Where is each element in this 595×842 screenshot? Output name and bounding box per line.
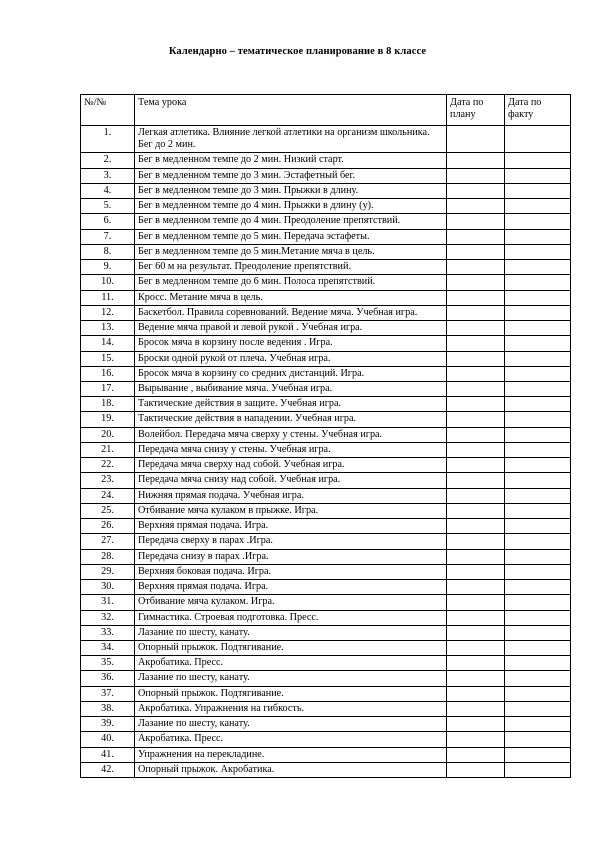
row-topic: Бег в медленном темпе до 5 мин.Метание мяча в цель. [135,244,447,259]
table-row [81,244,571,259]
row-number: 28. [81,549,135,564]
row-topic: Лазание по шесту, канату. [135,671,447,686]
row-plan-date [447,656,505,671]
row-topic: Отбивание мяча кулаком. Игра. [135,595,447,610]
row-topic: Вырывание , выбивание мяча. Учебная игра. [135,381,447,396]
row-fact-date [505,732,571,747]
row-fact-date [505,275,571,290]
row-plan-date [447,442,505,457]
row-number: 20. [81,427,135,442]
row-plan-date [447,640,505,655]
table-row [81,260,571,275]
row-plan-date [447,595,505,610]
row-plan-date [447,290,505,305]
row-number: 32. [81,610,135,625]
table-row [81,534,571,549]
table-row [81,366,571,381]
row-fact-date [505,503,571,518]
row-fact-date [505,321,571,336]
row-topic: Верхняя прямая подача. Игра. [135,519,447,534]
row-number: 7. [81,229,135,244]
row-plan-date [447,762,505,777]
row-topic: Передача мяча снизу над собой. Учебная игра. [135,473,447,488]
row-number: 11. [81,290,135,305]
row-fact-date [505,199,571,214]
row-plan-date [447,412,505,427]
table-row [81,126,571,153]
row-number: 27. [81,534,135,549]
row-fact-date [505,229,571,244]
row-fact-date [505,442,571,457]
row-topic: Передача сверху в парах .Игра. [135,534,447,549]
row-plan-date [447,366,505,381]
row-plan-date [447,580,505,595]
row-topic: Упражнения на перекладине. [135,747,447,762]
row-number: 23. [81,473,135,488]
row-fact-date [505,762,571,777]
row-number: 12. [81,305,135,320]
row-plan-date [447,686,505,701]
table-row [81,351,571,366]
row-plan-date [447,183,505,198]
row-plan-date [447,549,505,564]
table-row [81,412,571,427]
table-row [81,717,571,732]
row-plan-date [447,199,505,214]
table-row [81,686,571,701]
row-plan-date [447,564,505,579]
row-topic: Передача снизу в парах .Игра. [135,549,447,564]
row-number: 31. [81,595,135,610]
row-topic: Бросок мяча в корзину со средних дистанций. Игра. [135,366,447,381]
table-row [81,732,571,747]
header-number: №/№ [81,95,135,126]
table-row [81,427,571,442]
row-fact-date [505,153,571,168]
row-number: 17. [81,381,135,396]
row-plan-date [447,610,505,625]
row-plan-date [447,503,505,518]
row-number: 9. [81,260,135,275]
row-topic: Акробатика. Упражнения на гибкость. [135,701,447,716]
header-fact-date: Дата по факту [505,95,571,126]
row-topic: Лазание по шесту, канату. [135,625,447,640]
row-number: 38. [81,701,135,716]
row-fact-date [505,580,571,595]
row-topic: Нижняя прямая подача. Учебная игра. [135,488,447,503]
row-number: 5. [81,199,135,214]
table-row [81,336,571,351]
row-number: 13. [81,321,135,336]
table-row [81,671,571,686]
row-plan-date [447,214,505,229]
row-plan-date [447,126,505,153]
row-fact-date [505,564,571,579]
row-plan-date [447,473,505,488]
lesson-plan-table [80,94,571,778]
row-fact-date [505,351,571,366]
table-row [81,229,571,244]
row-number: 37. [81,686,135,701]
row-number: 22. [81,458,135,473]
row-number: 19. [81,412,135,427]
header-topic: Тема урока [135,95,447,126]
row-fact-date [505,214,571,229]
table-row [81,473,571,488]
row-number: 16. [81,366,135,381]
row-number: 35. [81,656,135,671]
row-number: 6. [81,214,135,229]
row-plan-date [447,321,505,336]
row-topic: Гимнастика. Строевая подготовка. Пресс. [135,610,447,625]
row-fact-date [505,412,571,427]
row-number: 30. [81,580,135,595]
row-fact-date [505,686,571,701]
row-number: 4. [81,183,135,198]
table-row [81,321,571,336]
row-fact-date [505,640,571,655]
row-plan-date [447,168,505,183]
row-topic: Бег в медленном темпе до 4 мин. Преодоление препятствий. [135,214,447,229]
row-topic: Бег в медленном темпе до 4 мин. Прыжки в длину (у). [135,199,447,214]
row-number: 2. [81,153,135,168]
row-number: 8. [81,244,135,259]
row-plan-date [447,381,505,396]
row-number: 29. [81,564,135,579]
row-number: 33. [81,625,135,640]
row-plan-date [447,671,505,686]
row-topic: Бег в медленном темпе до 3 мин. Прыжки в длину. [135,183,447,198]
row-topic: Верхняя боковая подача. Игра. [135,564,447,579]
row-topic: Опорный прыжок. Подтягивание. [135,686,447,701]
row-fact-date [505,183,571,198]
row-plan-date [447,427,505,442]
row-fact-date [505,473,571,488]
row-number: 36. [81,671,135,686]
row-topic: Волейбол. Передача мяча сверху у стены. Учебная игра. [135,427,447,442]
row-plan-date [447,488,505,503]
table-row [81,701,571,716]
row-plan-date [447,260,505,275]
row-fact-date [505,717,571,732]
row-fact-date [505,625,571,640]
row-plan-date [447,397,505,412]
row-number: 18. [81,397,135,412]
row-number: 15. [81,351,135,366]
row-plan-date [447,458,505,473]
table-row [81,580,571,595]
table-row [81,564,571,579]
table-row [81,290,571,305]
row-topic: Кросс. Метание мяча в цель. [135,290,447,305]
row-topic: Опорный прыжок. Акробатика. [135,762,447,777]
row-fact-date [505,397,571,412]
row-topic: Акробатика. Пресс. [135,656,447,671]
row-plan-date [447,701,505,716]
row-topic: Бег в медленном темпе до 6 мин. Полоса препятствий. [135,275,447,290]
row-topic: Бросок мяча в корзину после ведения . Игра. [135,336,447,351]
row-fact-date [505,458,571,473]
table-row [81,442,571,457]
row-fact-date [505,534,571,549]
row-plan-date [447,519,505,534]
row-topic: Тактические действия в нападении. Учебная игра. [135,412,447,427]
row-plan-date [447,336,505,351]
table-row [81,488,571,503]
table-row [81,214,571,229]
row-fact-date [505,168,571,183]
row-fact-date [505,701,571,716]
row-number: 39. [81,717,135,732]
row-fact-date [505,747,571,762]
row-number: 41. [81,747,135,762]
row-number: 1. [81,126,135,153]
row-number: 42. [81,762,135,777]
row-topic: Бег в медленном темпе до 2 мин. Низкий старт. [135,153,447,168]
row-fact-date [505,366,571,381]
row-number: 24. [81,488,135,503]
row-topic: Бег 60 м на результат. Преодоление препятствий. [135,260,447,275]
row-topic: Баскетбол. Правила соревнований. Ведение мяча. Учебная игра. [135,305,447,320]
row-plan-date [447,351,505,366]
row-plan-date [447,244,505,259]
row-topic: Опорный прыжок. Подтягивание. [135,640,447,655]
row-plan-date [447,747,505,762]
table-row [81,305,571,320]
table-row [81,503,571,518]
row-topic: Передача мяча сверху над собой. Учебная игра. [135,458,447,473]
row-fact-date [505,244,571,259]
row-fact-date [505,336,571,351]
table-row [81,519,571,534]
row-topic: Отбивание мяча кулаком в прыжке. Игра. [135,503,447,518]
table-row [81,168,571,183]
row-fact-date [505,671,571,686]
row-number: 21. [81,442,135,457]
row-fact-date [505,305,571,320]
table-header-row [81,95,571,126]
row-topic: Верхняя прямая подача. Игра. [135,580,447,595]
table-row [81,275,571,290]
table-row [81,625,571,640]
row-fact-date [505,290,571,305]
table-body [81,126,571,778]
row-topic: Передача мяча снизу у стены. Учебная игра. [135,442,447,457]
row-plan-date [447,229,505,244]
row-topic: Тактические действия в защите. Учебная игра. [135,397,447,412]
row-number: 3. [81,168,135,183]
table-row [81,153,571,168]
row-number: 40. [81,732,135,747]
row-plan-date [447,717,505,732]
row-fact-date [505,595,571,610]
row-plan-date [447,305,505,320]
header-plan-date: Дата по плану [447,95,505,126]
row-fact-date [505,381,571,396]
row-plan-date [447,153,505,168]
table-row [81,397,571,412]
row-fact-date [505,488,571,503]
row-topic: Ведение мяча правой и левой рукой . Учебная игра. [135,321,447,336]
row-topic: Легкая атлетика. Влияние легкой атлетики на организм школьника. Бег до 2 мин. [135,126,447,153]
row-fact-date [505,610,571,625]
document-title: Календарно – тематическое планирование в 8 классе [168,46,427,57]
row-number: 10. [81,275,135,290]
row-topic: Броски одной рукой от плеча. Учебная игра. [135,351,447,366]
table-row [81,381,571,396]
table-row [81,656,571,671]
row-plan-date [447,732,505,747]
table-row [81,640,571,655]
table-row [81,458,571,473]
row-fact-date [505,427,571,442]
row-number: 34. [81,640,135,655]
row-topic: Бег в медленном темпе до 5 мин. Передача эстафеты. [135,229,447,244]
table-row [81,610,571,625]
row-plan-date [447,625,505,640]
row-plan-date [447,534,505,549]
row-topic: Акробатика. Пресс. [135,732,447,747]
row-topic: Лазание по шесту, канату. [135,717,447,732]
row-topic: Бег в медленном темпе до 3 мин. Эстафетный бег. [135,168,447,183]
table-row [81,747,571,762]
table-row [81,762,571,777]
table-row [81,595,571,610]
row-fact-date [505,656,571,671]
row-fact-date [505,549,571,564]
row-fact-date [505,126,571,153]
table-row [81,549,571,564]
table-row [81,183,571,198]
row-number: 26. [81,519,135,534]
row-fact-date [505,260,571,275]
row-fact-date [505,519,571,534]
row-number: 25. [81,503,135,518]
row-plan-date [447,275,505,290]
table-row [81,199,571,214]
row-number: 14. [81,336,135,351]
